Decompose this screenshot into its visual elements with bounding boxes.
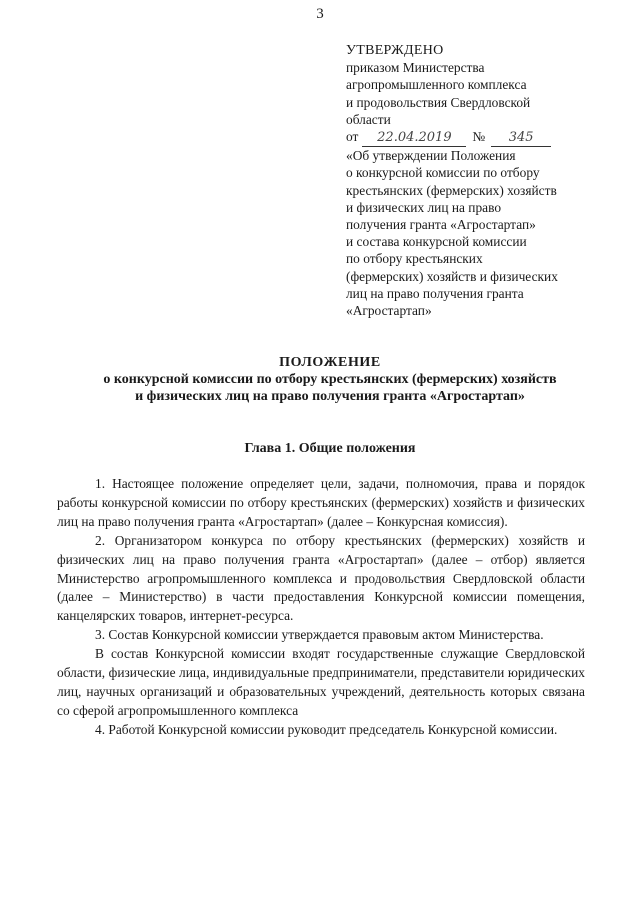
paragraph: 2. Организатором конкурса по отбору крестьянских (фермерских) хозяйств и физических лиц на право получения гранта «Агростартап» (далее – отбор) является Министерство агропромышленного комплекса и продовольствия Свердловской области (далее – Министерство) в части предоставления Конкурсной комиссии помещения, канцелярских товаров, интернет-ресурса. [57, 532, 585, 624]
number-sign: № [472, 129, 486, 145]
approval-subject-line: и состава конкурсной комиссии [346, 234, 527, 250]
page-number: 3 [316, 6, 324, 22]
document-title [40, 354, 620, 405]
paragraph: 4. Работой Конкурсной комиссии руководит председатель Конкурсной комиссии. [95, 721, 558, 737]
paragraph: 1. Настоящее положение определяет цели, задачи, полномочия, права и порядок работы конкурсной комиссии по отбору крестьянских (фермерских) хозяйств и физических лиц на право получения гранта «Агростартап» (далее – Конкурсная комиссия). [57, 476, 585, 529]
document-title-main: ПОЛОЖЕНИЕ [279, 355, 381, 370]
approval-subject-line: «Об утверждении Положения [346, 148, 516, 164]
approval-line: и продовольствия Свердловской [346, 94, 531, 110]
approval-block [346, 42, 616, 319]
chapter-title: Глава 1. Общие положения [244, 441, 416, 456]
paragraph: 3. Состав Конкурсной комиссии утверждается правовым актом Министерства. [95, 627, 544, 643]
approval-title: УТВЕРЖДЕНО [346, 43, 444, 58]
approval-subject-line: по отбору крестьянских [346, 251, 483, 267]
document-title-line: и физических лиц на право получения гранта «Агростартап» [135, 389, 525, 404]
document-body [57, 475, 585, 740]
approval-line: приказом Министерства [346, 60, 485, 76]
approval-line: области [346, 111, 391, 127]
handwritten-date: 22.04.2019 [362, 129, 466, 147]
approval-subject-line: (фермерских) хозяйств и физических [346, 268, 558, 284]
paragraph: В состав Конкурсной комиссии входят государственные служащие Свердловской области, физические лица, индивидуальные предприниматели, представители юридических лиц, научных организаций и образовательных учреждений, деятельность которых связана со сферой агропромышленного комплекса [57, 646, 585, 718]
approval-line: агропромышленного комплекса [346, 77, 527, 93]
document-title-line: о конкурсной комиссии по отбору крестьянских (фермерских) хозяйств [103, 372, 557, 387]
approval-subject-line: «Агростартап» [346, 303, 432, 319]
date-prefix: от [346, 129, 359, 145]
handwritten-order-number: 345 [491, 129, 551, 147]
approval-date-row [346, 128, 616, 147]
approval-subject-line: и физических лиц на право [346, 199, 502, 215]
approval-subject-line: получения гранта «Агростартап» [346, 217, 536, 233]
approval-subject-line: о конкурсной комиссии по отбору [346, 165, 540, 181]
approval-subject-line: лиц на право получения гранта [346, 285, 524, 301]
approval-subject-line: крестьянских (фермерских) хозяйств [346, 182, 557, 198]
